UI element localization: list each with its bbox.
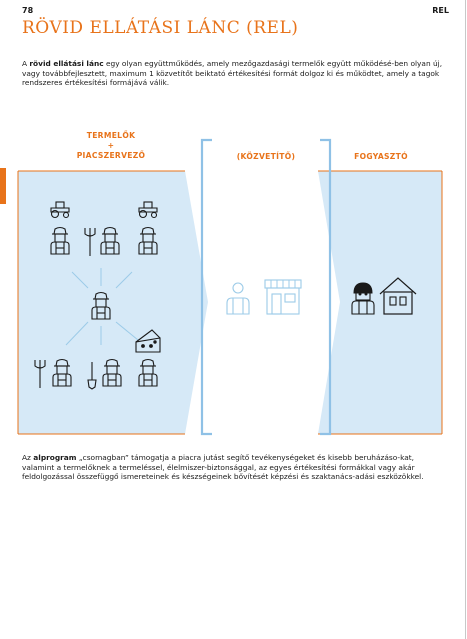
intermediary-icons — [227, 280, 301, 314]
merchant-icon — [227, 283, 249, 314]
producers-label-plus: + — [107, 141, 115, 150]
page-title: RÖVID ELLÁTÁSI LÁNC (REL) — [22, 18, 299, 38]
intro-term: rövid ellátási lánc — [29, 59, 104, 68]
intro-body: egy olyan együttműködés, amely mezőgazdasági termelők együtt működésé-ben olyan új, vagy továbbfejlesztett, maximum 1 közvetítőt beiktató értékesítési formát dolgoz ki és működtet, amely a tagok rendszeres értékesítési formájává válik. — [22, 59, 443, 88]
outro-paragraph — [22, 453, 446, 482]
chapter-tag: REL — [432, 6, 449, 15]
page-number: 78 — [22, 6, 34, 15]
intermediary-bracket — [202, 140, 330, 434]
intermediary-label: (KÖZVETÍTŐ) — [236, 152, 296, 161]
producers-label — [66, 131, 156, 161]
intro-prefix: A — [22, 59, 30, 68]
outro-prefix: Az — [22, 453, 34, 462]
shop-icon — [265, 280, 301, 314]
consumer-label: FOGYASZTÓ — [354, 152, 408, 161]
producers-label-line: TERMELŐK — [86, 131, 136, 140]
producers-panel — [18, 171, 208, 434]
consumer-panel — [318, 171, 442, 434]
outro-body: „csomagban” támogatja a piacra jutást segítő tevékenységeket és kisebb beruházáso-kat, valamint a termelőknek a termeléssel, élelmiszer-biztonsággal, az egyes értékesítési formákkal vagy akár feldolgozással összefüggő ismereteinek és készségeinek bővítését képzési és szaktanács-adási eszközökkel. — [22, 453, 424, 482]
producers-label-line: PIACSZERVEZŐ — [76, 151, 146, 160]
outro-term: alprogram — [33, 453, 77, 462]
